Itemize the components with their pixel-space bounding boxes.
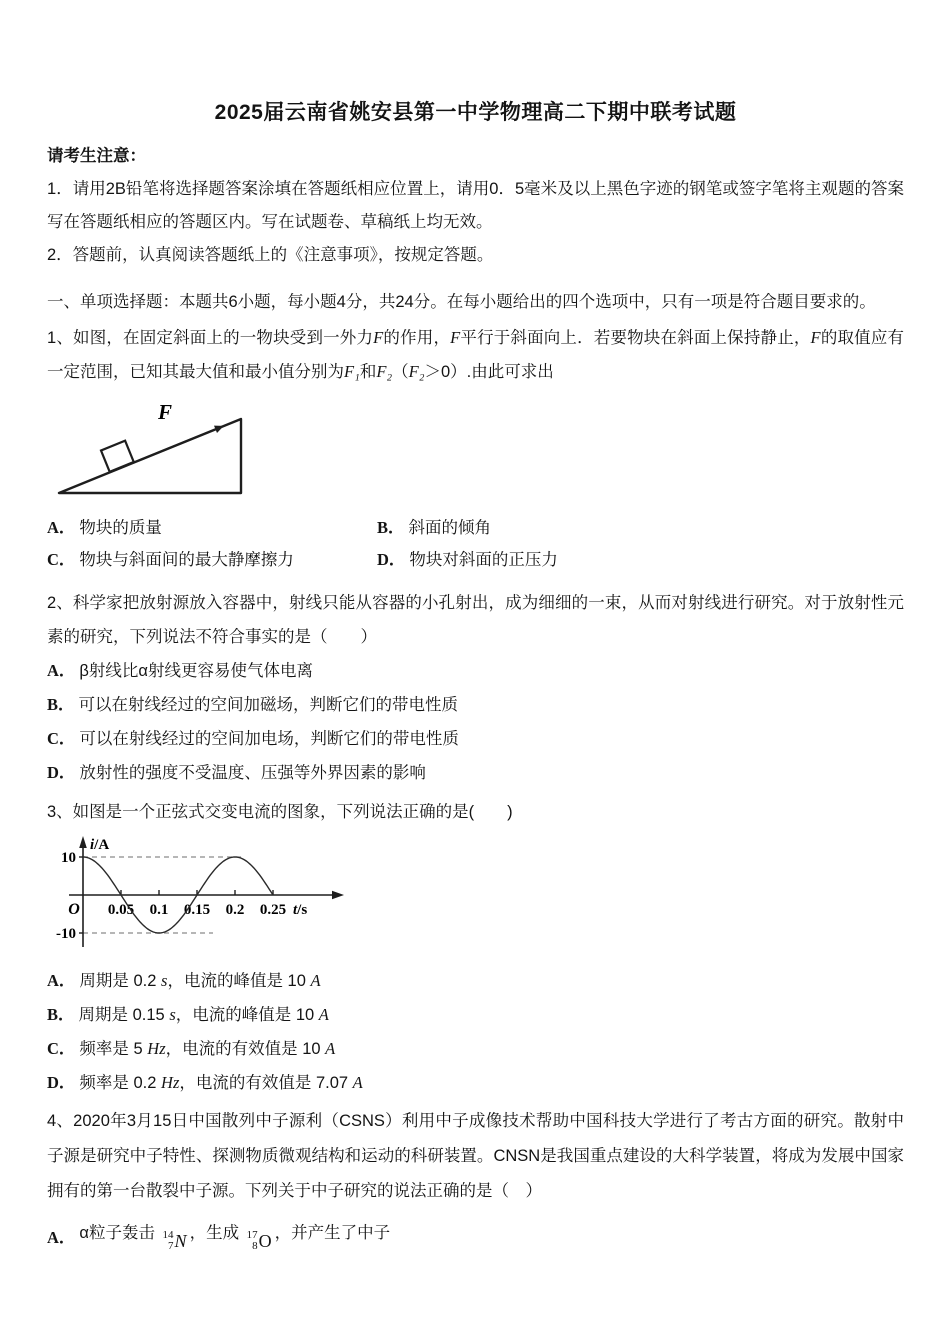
notice-item-2: 2．答题前，认真阅读答题纸上的《注意事项》，按规定答题。 bbox=[47, 246, 494, 264]
q1-options bbox=[47, 512, 904, 576]
svg-text:-10: -10 bbox=[56, 926, 76, 942]
q2-stem: 2、科学家把放射源放入容器中，射线只能从容器的小孔射出，成为细细的一束，从而对射线进行研究。对于放射性元素的研究，下列说法不符合事实的是（ ） bbox=[47, 594, 904, 646]
q3-chart-wrap bbox=[47, 833, 904, 958]
nuclide-N: 14 7 N bbox=[162, 1229, 187, 1252]
svg-text:0.1: 0.1 bbox=[149, 902, 169, 918]
q3-option-d: D． 频率是 0.2 Hz，电流的有效值是 7.07 A bbox=[47, 1073, 363, 1092]
force-label: F bbox=[158, 400, 173, 424]
page-title: 2025届云南省姚安县第一中学物理高二下期中联考试题 bbox=[214, 101, 737, 124]
q2-option-c: C． 可以在射线经过的空间加电场，判断它们的带电性质 bbox=[47, 729, 459, 748]
q1-stem: 1、如图，在固定斜面上的一物块受到一外力F的作用，F平行于斜面向上．若要物块在斜面上保持静止，F的取值应有一定范围，已知其最大值和最小值分别为F₁和F₂（F₂＞0）.由此可求出 bbox=[47, 328, 905, 381]
section-1-heading: 一、单项选择题：本题共6小题，每小题4分，共24分。在每小题给出的四个选项中，只有一项是符合题目要求的。 bbox=[47, 293, 876, 311]
q2-option-b: B． 可以在射线经过的空间加磁场，判断它们的带电性质 bbox=[47, 695, 459, 714]
incline-figure bbox=[55, 399, 250, 499]
svg-text:0.15: 0.15 bbox=[183, 902, 211, 918]
q1-option-d: D． 物块对斜面的正压力 bbox=[377, 550, 558, 569]
svg-text:i/A: i/A bbox=[90, 837, 110, 853]
nuclide-O: 17 8 O bbox=[246, 1229, 272, 1252]
q1-figure-wrap bbox=[55, 399, 904, 504]
svg-text:0.25: 0.25 bbox=[259, 902, 287, 918]
q4-option-a: A． α粒子轰击 14 7 N ，生成 17 8 O ，并产生了中子 bbox=[47, 1224, 391, 1252]
q2-option-a: A． β射线比α射线更容易使气体电离 bbox=[47, 661, 313, 680]
notice-heading: 请考生注意： bbox=[47, 147, 146, 165]
svg-text:0.2: 0.2 bbox=[225, 902, 245, 918]
svg-text:10: 10 bbox=[61, 850, 76, 866]
q1-option-c: C． 物块与斜面间的最大静摩擦力 bbox=[47, 550, 294, 569]
q1-option-b: B． 斜面的倾角 bbox=[377, 518, 492, 537]
svg-text:O: O bbox=[68, 901, 80, 918]
q4-stem: 4、2020年3月15日中国散列中子源利（CSNS）利用中子成像技术帮助中国科技大学进行了考古方面的研究。散射中子源是研究中子特性、探测物质微观结构和运动的科研装置。CNSN是我国重点建设的大科学装置，将成为发展中国家拥有的第一台散裂中子源。下列关于中子研究的说法正确的是（ ） bbox=[47, 1112, 904, 1200]
q3-option-a: A． 周期是 0.2 s，电流的峰值是 10 A bbox=[47, 971, 321, 990]
q1-option-a: A． 物块的质量 bbox=[47, 518, 162, 537]
ac-current-chart bbox=[47, 833, 357, 953]
notice-item-1: 1．请用2B铅笔将选择题答案涂填在答题纸相应位置上，请用0．5毫米及以上黑色字迹的钢笔或签字笔将主观题的答案写在答题纸相应的答题区内。写在试题卷、草稿纸上均无效。 bbox=[47, 180, 904, 231]
q2-option-d: D． 放射性的强度不受温度、压强等外界因素的影响 bbox=[47, 763, 426, 782]
q3-option-b: B． 周期是 0.15 s，电流的峰值是 10 A bbox=[47, 1005, 329, 1024]
svg-text:t/s: t/s bbox=[293, 902, 308, 918]
q3-stem: 3、如图是一个正弦式交变电流的图象，下列说法正确的是( ) bbox=[47, 803, 513, 821]
svg-text:0.05: 0.05 bbox=[107, 902, 135, 918]
q3-option-c: C． 频率是 5 Hz，电流的有效值是 10 A bbox=[47, 1039, 336, 1058]
